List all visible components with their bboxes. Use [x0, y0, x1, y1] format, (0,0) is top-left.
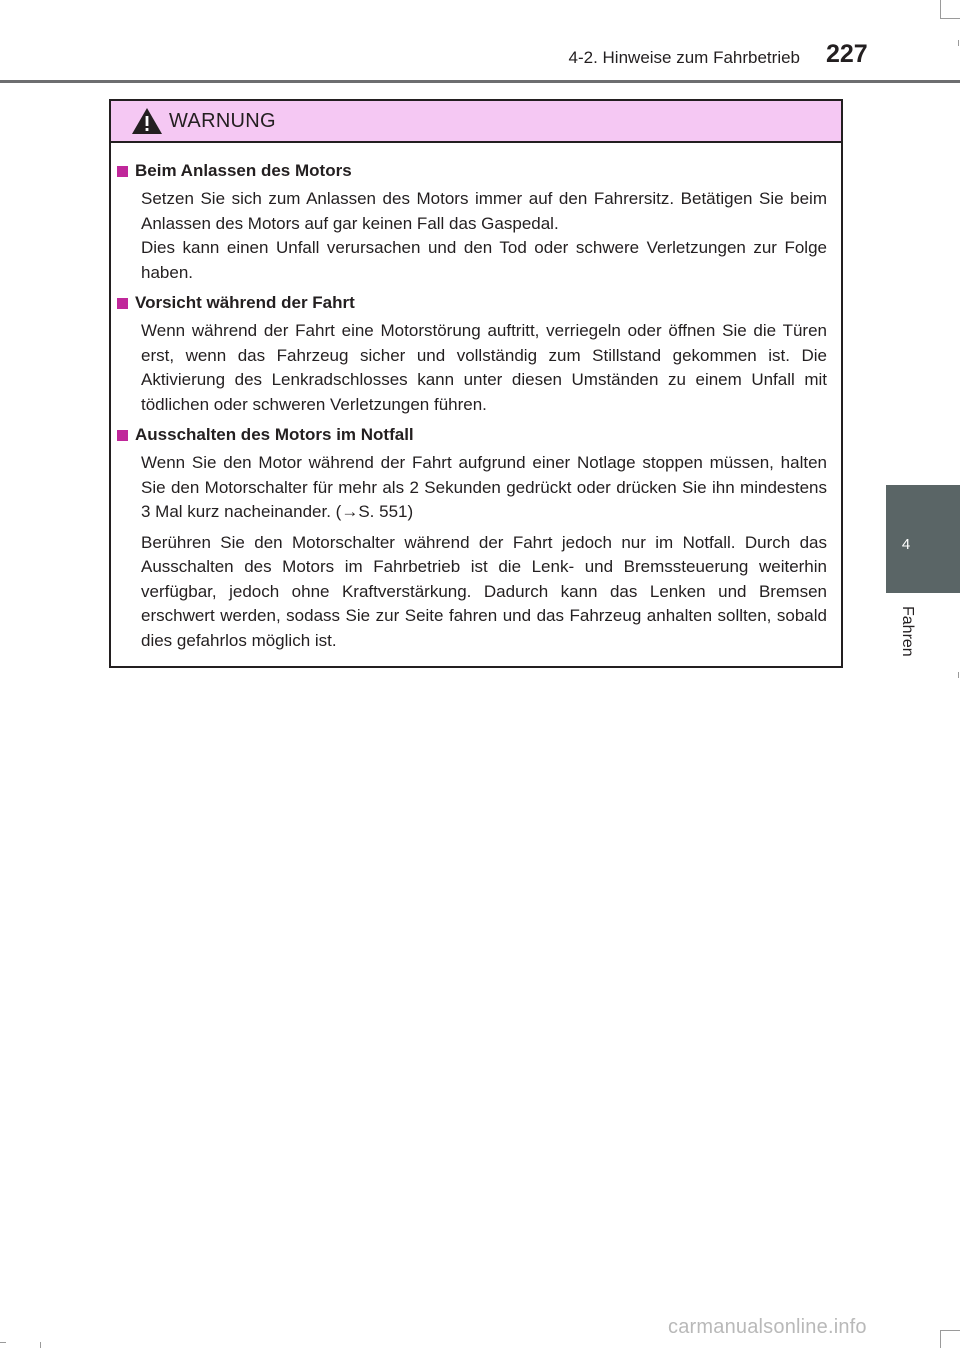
warning-triangle-icon	[131, 107, 163, 135]
square-bullet-icon	[117, 430, 128, 441]
section-heading-text: Beim Anlassen des Motors	[135, 161, 352, 180]
header-rule	[0, 80, 960, 83]
section-driving-caution	[117, 291, 827, 417]
section-heading-text: Ausschalten des Motors im Notfall	[135, 425, 414, 444]
paragraph: Wenn während der Fahrt eine Motorstörung auftritt, verriegeln oder öffnen Sie die Türen erst, wenn das Fahrzeug sicher und vollständig zum Stillstand gekommen ist. Die Aktivierung des Lenkradschlosses kann unter diesen Umständen zu einem Unfall mit tödlichen oder schweren Verletzungen führen.	[141, 321, 827, 414]
paragraph-line: Setzen Sie sich zum Anlassen des Motors immer auf den Fahrersitz. Betätigen Sie beim Anlassen des Motors auf gar keinen Fall das Gaspedal.	[141, 189, 827, 233]
page-number: 227	[826, 40, 868, 68]
crop-mark	[940, 1330, 960, 1331]
crop-mark	[0, 1342, 6, 1343]
paragraph: Wenn Sie den Motor während der Fahrt aufgrund einer Notlage stoppen müssen, halten Sie den Motorschalter für mehr als 2 Sekunden gedrückt oder drücken Sie ihn mindestens 3 Mal kurz nacheinander. (→S. 551)	[141, 453, 827, 521]
crop-mark	[958, 672, 959, 678]
paragraph	[141, 187, 827, 285]
square-bullet-icon	[117, 298, 128, 309]
crop-mark	[940, 1330, 941, 1348]
warning-body	[111, 143, 841, 653]
crop-mark	[40, 1342, 41, 1348]
watermark: carmanualsonline.info	[668, 1316, 867, 1338]
warning-title: WARNUNG	[169, 110, 276, 132]
chapter-number: 4	[901, 536, 911, 553]
section-heading	[117, 291, 827, 315]
chapter-label: Fahren	[899, 606, 916, 657]
paragraph-line: Dies kann einen Unfall verursachen und den Tod oder schwere Verletzungen zur Folge haben.	[141, 238, 827, 282]
section-engine-start	[117, 159, 827, 285]
crop-mark	[940, 0, 941, 18]
section-heading	[117, 423, 827, 447]
crop-mark	[940, 18, 960, 19]
square-bullet-icon	[117, 166, 128, 177]
section-emergency-stop	[117, 423, 827, 653]
section-title: 4-2. Hinweise zum Fahrbetrieb	[568, 48, 800, 67]
warning-header	[111, 101, 841, 143]
section-heading	[117, 159, 827, 183]
warning-box	[109, 99, 843, 668]
paragraph: Berühren Sie den Motorschalter während der Fahrt jedoch nur im Notfall. Durch das Ausschalten des Motors im Fahrbetrieb ist die Lenk- und Bremssteuerung weiterhin verfügbar, jedoch ohne Kraftverstärkung. Dadurch kann das Lenken und Bremsen erschwert werden, sodass Sie zur Seite fahren und das Fahrzeug anhalten sollten, sobald dies gefahrlos möglich ist.	[141, 532, 827, 650]
crop-mark	[958, 40, 959, 46]
section-heading-text: Vorsicht während der Fahrt	[135, 293, 355, 312]
